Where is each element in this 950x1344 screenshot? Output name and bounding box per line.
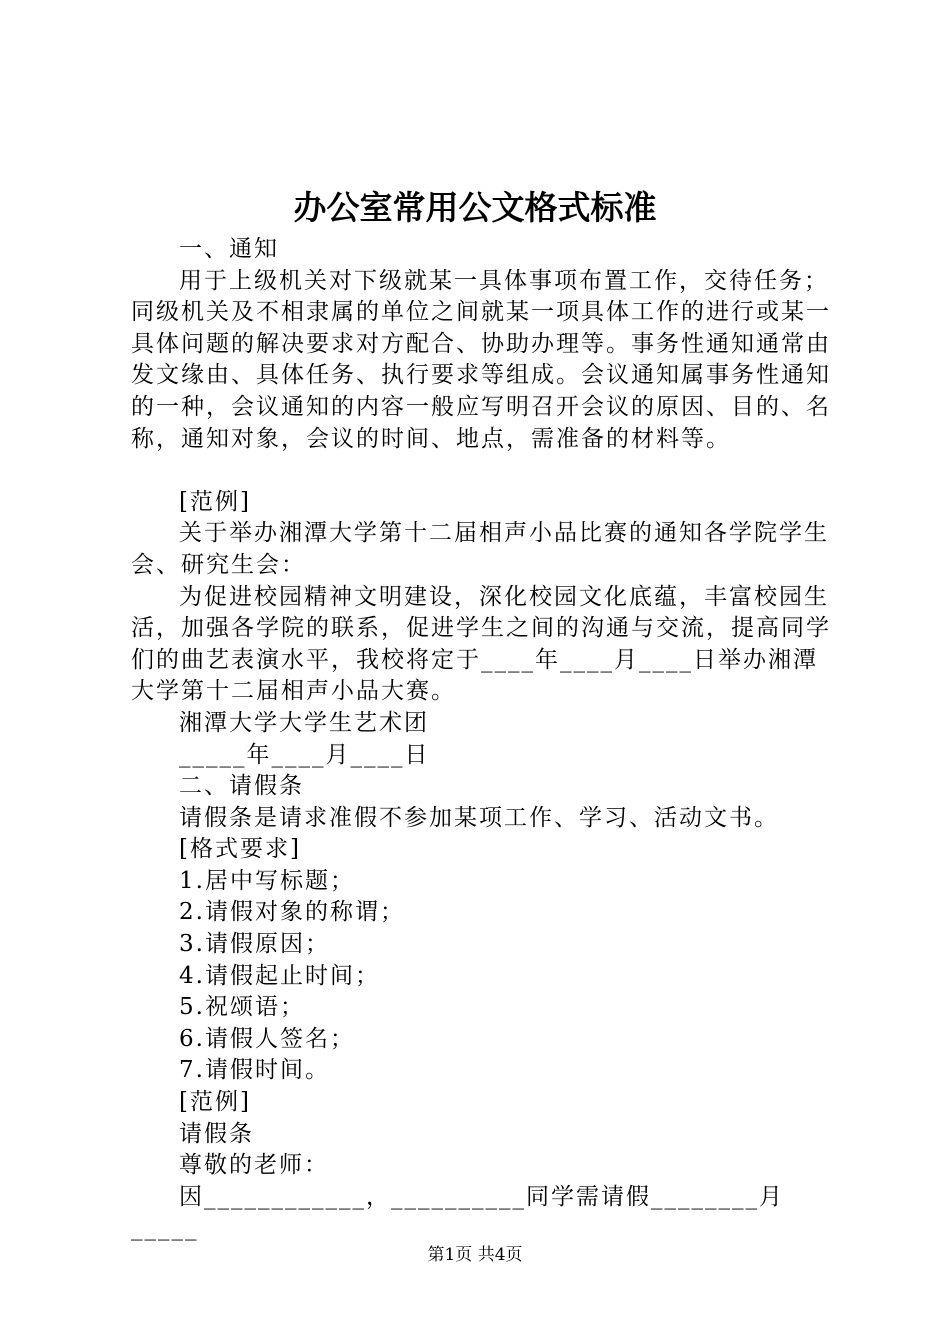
notice-description: 用于上级机关对下级就某一具体事项布置工作，交待任务；同级机关及不相隶属的单位之间就某一项具体工作的进行或某一具体问题的解决要求对方配合、协助办理等。事务性通知通常由发文缘由、具体任务、执行要求等组成。会议通知属事务性通知的一种，会议通知的内容一般应写明召开会议的原因、目的、名称，通知对象，会议的时间、地点，需准备的材料等。: [131, 267, 831, 452]
leave-example-label: [范例]: [179, 1089, 251, 1116]
format-item: 3.请假原因；: [179, 931, 330, 958]
section-heading-notice: 一、通知: [179, 236, 279, 262]
format-item: 1.居中写标题；: [179, 867, 355, 894]
leave-salutation: 尊敬的老师：: [179, 1152, 329, 1179]
page-footer: 第1页 共4页: [427, 1245, 523, 1265]
format-item: 6.请假人签名；: [179, 1025, 355, 1052]
format-item: 2.请假对象的称谓；: [179, 899, 405, 926]
notice-date: _____年____月____日: [179, 741, 430, 768]
document-title: 办公室常用公文格式标准: [293, 188, 657, 227]
document-body: [131, 234, 836, 1245]
format-item: 4.请假起止时间；: [179, 962, 380, 989]
leave-format-label: [格式要求]: [179, 836, 301, 863]
format-item: 5.祝颂语；: [179, 994, 305, 1021]
leave-fill-line: 因____________，__________同学需请假________月_____: [131, 1183, 784, 1242]
leave-example-title: 请假条: [179, 1120, 254, 1147]
section-heading-leave: 二、请假条: [179, 773, 304, 800]
notice-signature: 湘潭大学大学生艺术团: [179, 709, 429, 736]
notice-example-title: 关于举办湘潭大学第十二届相声小品比赛的通知各学院学生会、研究生会：: [131, 520, 829, 578]
paragraph-spacer: [131, 455, 836, 487]
notice-example-body: 为促进校园精神文明建设，深化校园文化底蕴，丰富校园生活，加强各学院的联系，促进学生之间的沟通与交流，提高同学们的曲艺表演水平，我校将定于____年____月____日举办湘潭大学第十二届相声小品大赛。: [131, 583, 831, 705]
format-item: 7.请假时间。: [179, 1057, 330, 1084]
leave-description: 请假条是请求准假不参加某项工作、学习、活动文书。: [179, 804, 779, 831]
notice-example-label: [范例]: [179, 488, 251, 515]
